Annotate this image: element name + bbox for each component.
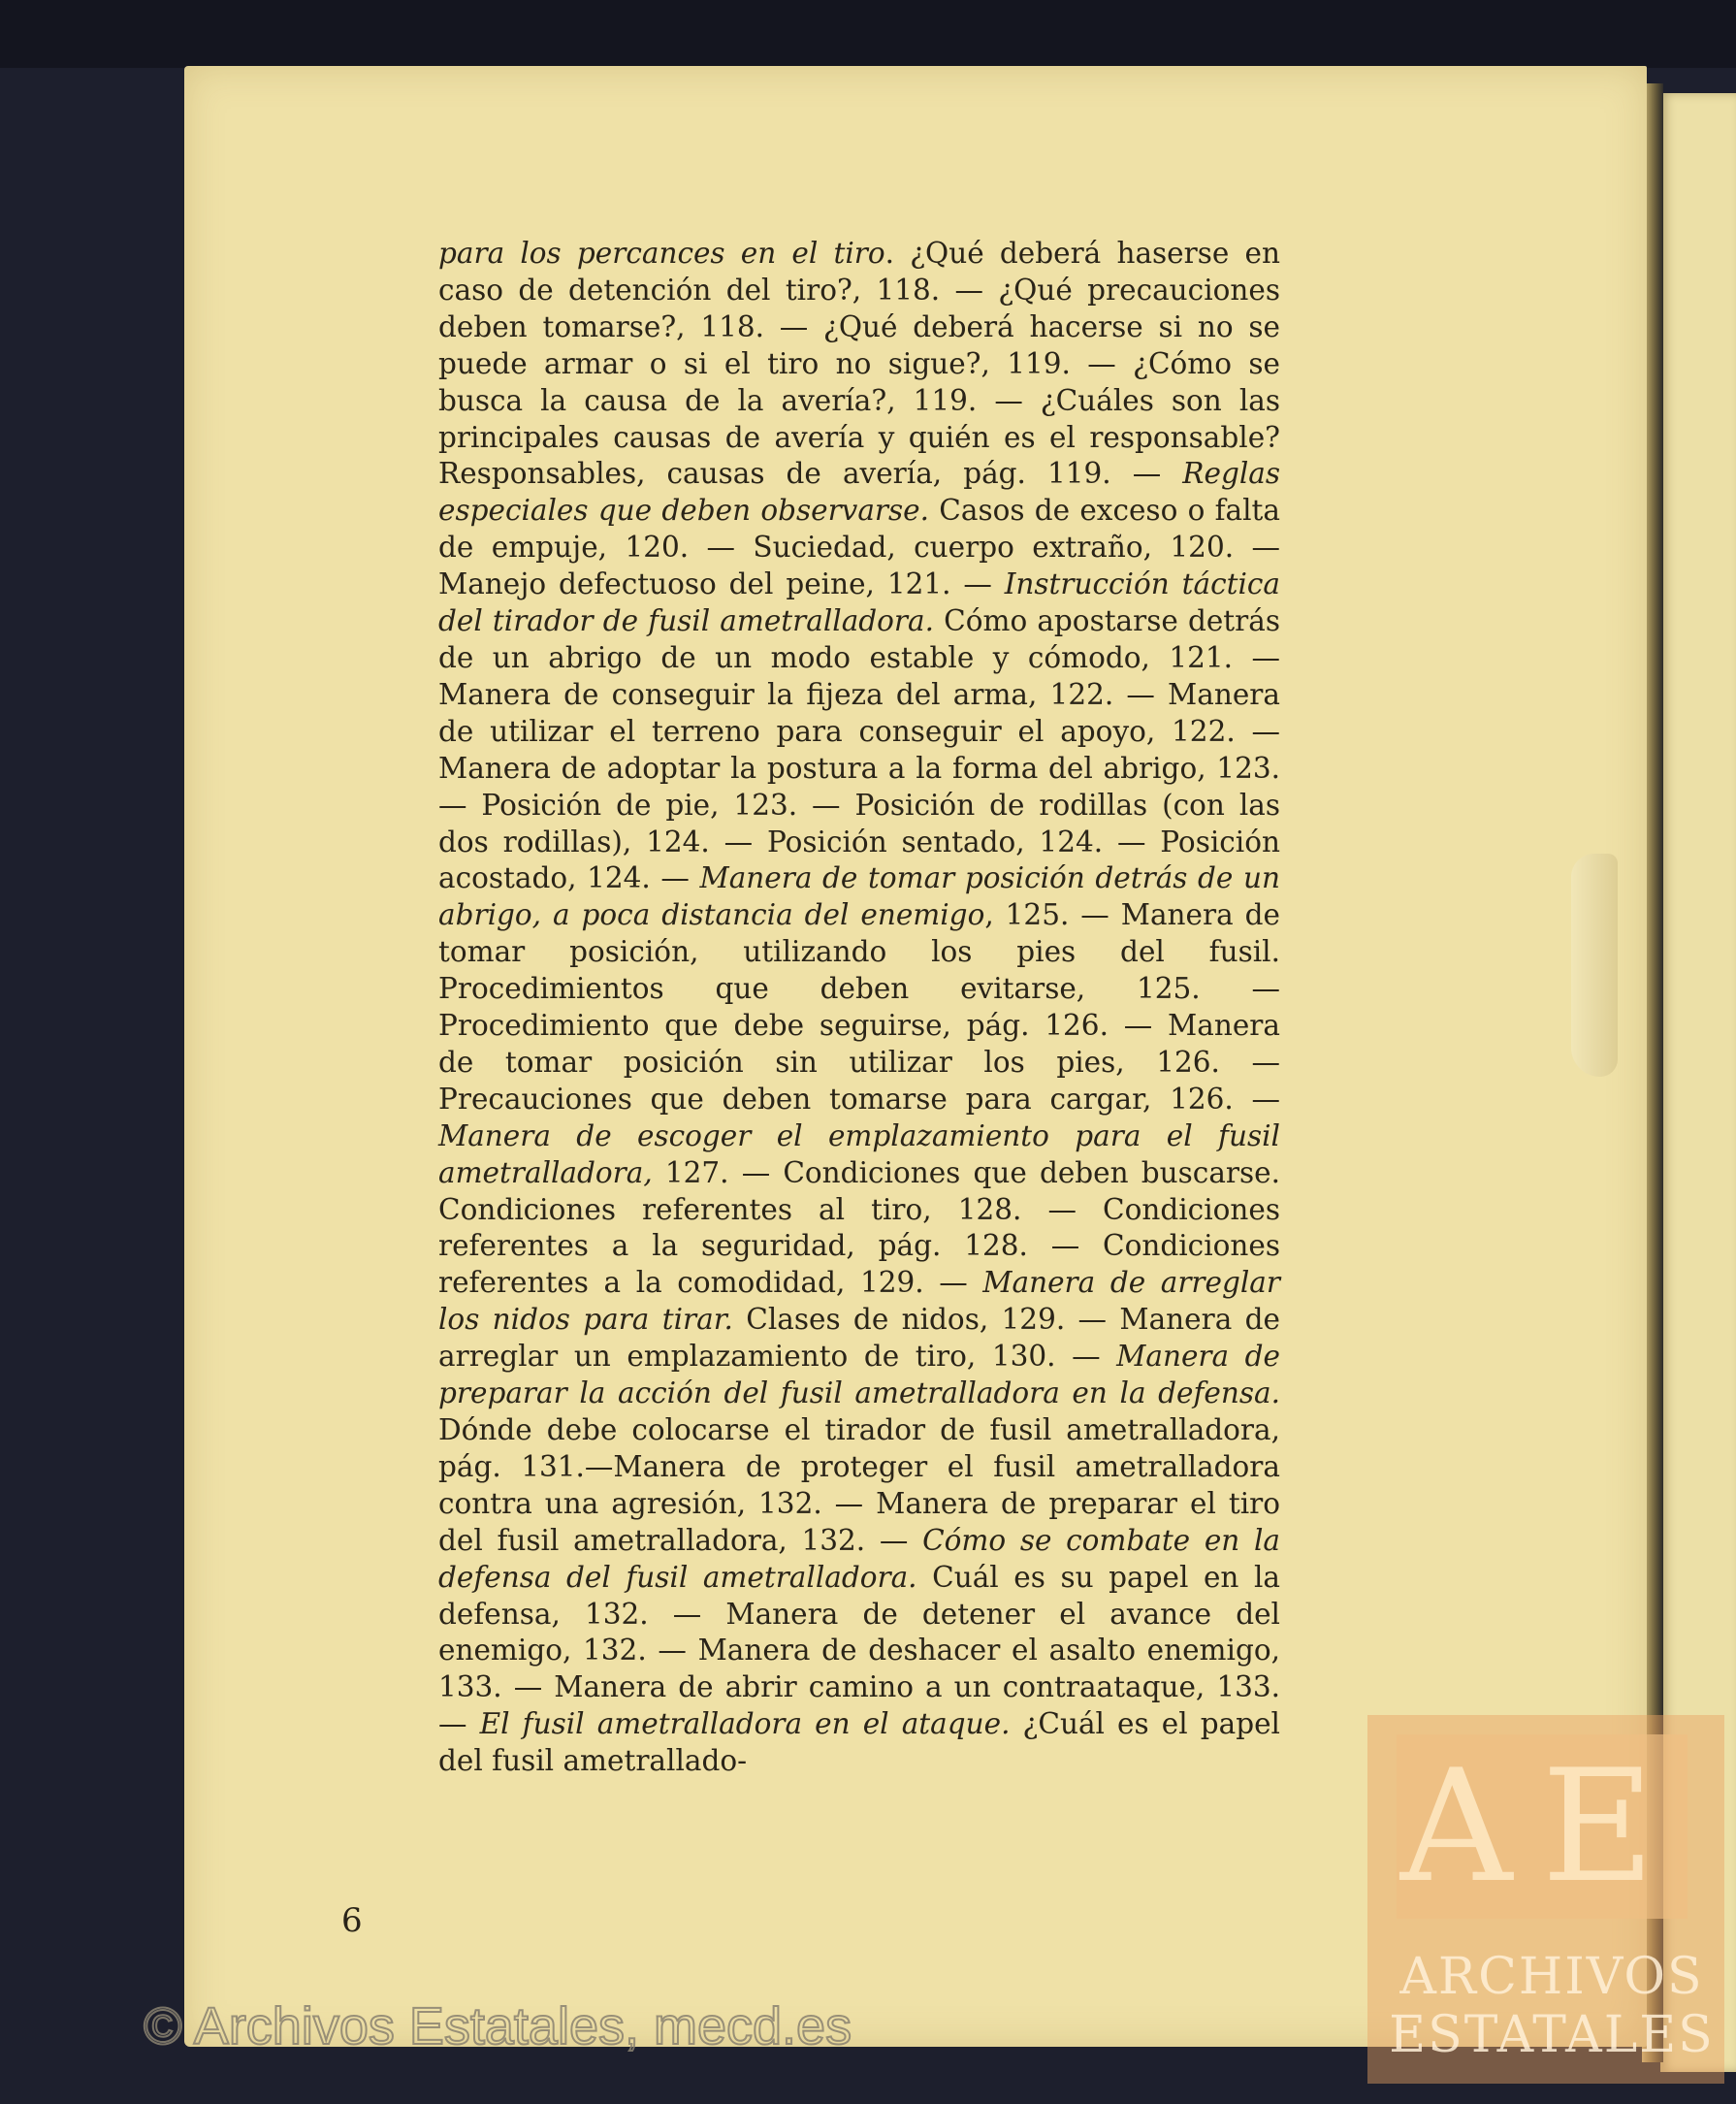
italic-heading: Manera de tomar posición detrás de un abrigo, a poca distancia del enemigo	[438, 861, 1280, 932]
copyright-notice: © Archivos Estatales, mecd.es	[144, 1997, 852, 2055]
italic-heading: Manera de preparar la acción del fusil ametralladora en la defensa.	[438, 1340, 1280, 1410]
italic-heading: Manera de arreglar los nidos para tirar.	[438, 1266, 1280, 1337]
italic-heading: para los percances en el tiro	[438, 237, 885, 270]
italic-heading: El fusil ametralladora en el ataque.	[479, 1707, 1011, 1741]
text-run: Cómo apostarse detrás de un abrigo de un modo estable y cómodo, 121. — Manera de conseguir la fijeza del arma, 122. — Manera de utilizar el terreno para conseguir el apoyo, 122. — Manera de adoptar la postura a la forma del abrigo, 123. — Posición de pie, 123. — Posición de rodillas (con las dos rodillas), 124. — Posición sentado, 124. — Posición acostado, 124. —	[438, 604, 1280, 895]
text-run: Cuál es su papel en la defensa, 132. — Manera de detener el avance del enemigo, 132. — Manera de deshacer el asalto enemigo, 133. — Manera de abrir camino a un contraataque, 133. —	[438, 1560, 1281, 1741]
watermark-logo: AE	[1397, 1734, 1688, 1919]
italic-heading: Manera de escoger el emplazamiento para el fusil ametralladora,	[438, 1118, 1280, 1189]
text-run: Casos de exceso o falta de empuje, 120. — Suciedad, cuerpo extraño, 120. — Manejo defectuoso del peine, 121. —	[438, 494, 1281, 601]
watermark-line-1: ARCHIVOS	[1399, 1948, 1704, 2006]
watermark-line-2: ESTATALES	[1389, 2006, 1715, 2064]
text-run: ¿Cuál es el papel del fusil ametrallado-	[438, 1707, 1280, 1778]
italic-heading: Reglas especiales que deben observarse.	[438, 457, 1280, 528]
italic-heading: Instrucción táctica del tirador de fusil ametralladora.	[438, 567, 1280, 638]
page-number: 6	[341, 1901, 363, 1940]
italic-heading: Cómo se combate en la defensa del fusil ametralladora.	[438, 1523, 1280, 1594]
text-run: Clases de nidos, 129. — Manera de arreglar un emplazamiento de tiro, 130. —	[438, 1303, 1281, 1374]
text-run: , 125. — Manera de tomar posición, utilizando los pies del fusil. Procedimientos que deben evitarse, 125. — Procedimiento que debe seguirse, pág. 126. — Manera de tomar posición sin utilizar los pies, 126. — Precauciones que deben tomarse para cargar, 126. —	[438, 898, 1280, 1116]
paper-tear	[1571, 854, 1618, 1077]
text-run: 127. — Condiciones que deben buscarse. Condiciones referentes al tiro, 128. — Condiciones referentes a la seguridad, pág. 128. — Condiciones referentes a la comodidad, 129. —	[438, 1155, 1280, 1300]
text-run: Dónde debe colocarse el tirador de fusil ametralladora, pág. 131.—Manera de proteger el fusil ametralladora contra una agresión, 132. — Manera de preparar el tiro del fusil ametralladora, 132. —	[438, 1413, 1280, 1557]
index-paragraph	[438, 236, 1280, 1780]
text-run: . ¿Qué deberá haserse en caso de detención del tiro?, 118. — ¿Qué precauciones deben tomarse?, 118. — ¿Qué deberá hacerse si no se puede armar o si el tiro no sigue?, 119. — ¿Cómo se busca la causa de la avería?, 119. — ¿Cuáles son las principales causas de avería y quién es el responsable? Responsables, causas de avería, pág. 119. —	[438, 237, 1280, 491]
body-text	[438, 236, 1280, 1780]
archive-watermark	[1367, 1715, 1724, 2084]
scan-backdrop	[0, 0, 1736, 68]
